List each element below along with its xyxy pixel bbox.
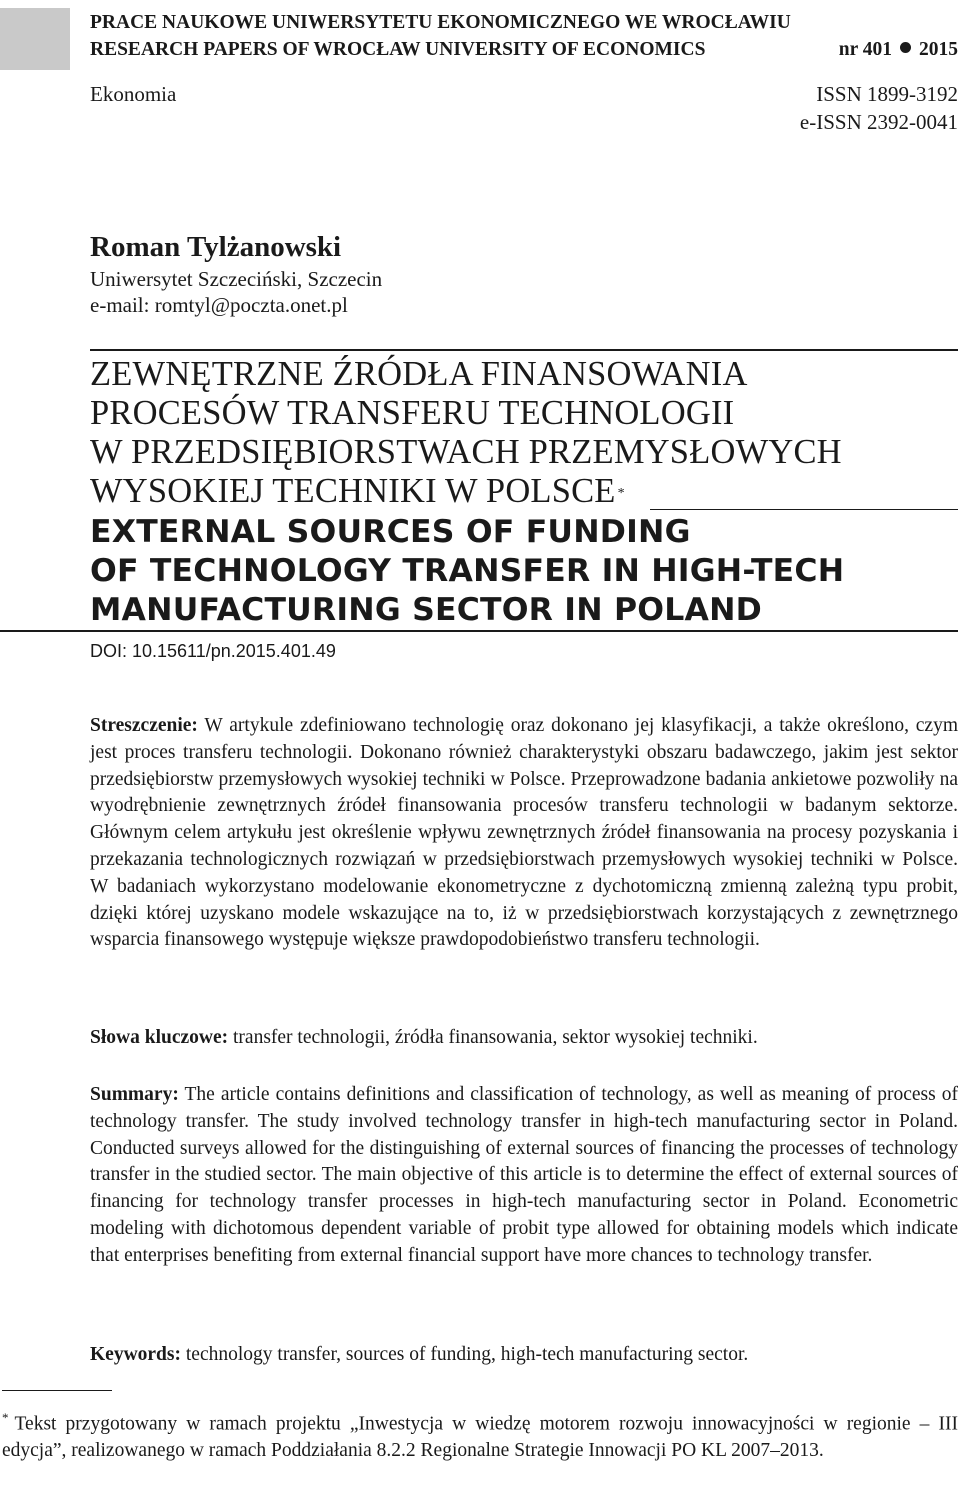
title-separator-rule bbox=[650, 509, 958, 510]
title-footnote-mark: * bbox=[617, 486, 625, 501]
header-gray-block bbox=[0, 8, 70, 70]
title-pl-line: W PRZEDSIĘBIORSTWACH PRZEMYSŁOWYCH bbox=[90, 433, 842, 471]
journal-title-en-row bbox=[90, 37, 958, 62]
footnote bbox=[2, 1405, 958, 1464]
author-details bbox=[90, 266, 382, 318]
journal-title-en: RESEARCH PAPERS OF WROCŁAW UNIVERSITY OF ECONOMICS bbox=[90, 39, 706, 60]
abstract-en-label: Summary: bbox=[90, 1084, 179, 1105]
keywords-en-label: Keywords: bbox=[90, 1344, 181, 1365]
footnote-mark: * bbox=[2, 1410, 9, 1425]
author-affiliation: Uniwersytet Szczeciński, Szczecin bbox=[90, 267, 383, 291]
abstract-pl bbox=[90, 713, 958, 954]
title-pl-line: PROCESÓW TRANSFERU TECHNOLOGII bbox=[90, 394, 735, 432]
footnote-rule bbox=[2, 1390, 112, 1391]
title-en bbox=[90, 513, 958, 630]
keywords-pl-text: transfer technologii, źródła finansowania, sektor wysokiej techniki. bbox=[233, 1027, 758, 1048]
bullet-icon bbox=[900, 42, 911, 53]
doi: DOI: 10.15611/pn.2015.401.49 bbox=[90, 641, 336, 661]
issue-info bbox=[839, 37, 958, 62]
issn-block bbox=[800, 80, 958, 136]
abstract-en bbox=[90, 1082, 958, 1270]
keywords-pl-label: Słowa kluczowe: bbox=[90, 1027, 229, 1048]
title-pl bbox=[90, 355, 958, 511]
keywords-en bbox=[90, 1342, 958, 1369]
series-name: Ekonomia bbox=[90, 82, 177, 106]
keywords-pl bbox=[90, 1025, 958, 1052]
title-en-line: EXTERNAL SOURCES OF FUNDING bbox=[90, 514, 691, 550]
keywords-en-text: technology transfer, sources of funding, high-tech manufacturing sector. bbox=[185, 1344, 749, 1365]
issue-year: 2015 bbox=[919, 39, 958, 60]
abstract-en-text: The article contains definitions and classification of technology, as well as meaning of process of technology transfer. The study involved technology transfer in high-tech manufacturing sector in Poland. Conducted surveys allowed for the distinguishing of external sources of financing the processes of technology transfer in the studied sector. The main objective of this article is to determine the effect of external sources of financing for technology transfer processes in high-tech manufacturing sector in Poland. Econometric modeling with dichotomous dependent variable of probit type allowed for obtaining models which indicate that enterprises benefiting from external financial support have more chances to technology transfer. bbox=[90, 1084, 958, 1266]
abstract-pl-label: Streszczenie: bbox=[90, 715, 198, 736]
title-pl-line: ZEWNĘTRZNE ŹRÓDŁA FINANSOWANIA bbox=[90, 355, 748, 393]
journal-title-pl: PRACE NAUKOWE UNIWERSYTETU EKONOMICZNEGO WE WROCŁAWIU bbox=[90, 12, 791, 33]
title-bottom-rule bbox=[0, 630, 958, 632]
issn: ISSN 1899-3192 bbox=[816, 82, 958, 106]
title-top-rule bbox=[90, 349, 958, 351]
issue-number: nr 401 bbox=[838, 39, 892, 60]
author-name: Roman Tylżanowski bbox=[90, 231, 342, 263]
title-en-line: OF TECHNOLOGY TRANSFER IN HIGH-TECH bbox=[90, 553, 845, 589]
title-en-line: MANUFACTURING SECTOR IN POLAND bbox=[90, 592, 762, 628]
abstract-pl-text: W artykule zdefiniowano technologię oraz dokonano jej klasyfikacji, a także określono, czym jest proces transferu technologii. Dokonano również charakterystyki obszaru badawczego, jakim jest sektor przedsiębiorstw przemysłowych wysokiej techniki w Polsce. Przeprowadzone badania ankietowe pozwoliły na wyodrębnienie zewnętrznych źródeł finansowania procesów transferu technologii w badanym sektorze. Głównym celem artykułu jest określenie wpływu zewnętrznych źródeł finansowania na procesy pozyskania i przekazania technologicznych rozwiązań w przedsiębiorstwach przemysłowych wysokiej techniki w Polsce. W badaniach wykorzystano modelowanie ekonometryczne z dychotomiczną zmienną zależną typu probit, dzięki której uzyskano modele wskazujące na to, iż w przedsiębiorstwach korzystających z zewnętrznego wsparcia finansowego występuje większe prawdopodobieństwo transferu technologii. bbox=[90, 715, 958, 951]
eissn: e-ISSN 2392-0041 bbox=[799, 110, 958, 134]
title-pl-line-last bbox=[90, 472, 958, 511]
author-email: e-mail: romtyl@poczta.onet.pl bbox=[90, 293, 348, 317]
title-pl-line: WYSOKIEJ TECHNIKI W POLSCE bbox=[90, 472, 616, 510]
footnote-text: Tekst przygotowany w ramach projektu „Inwestycja w wiedzę motorem rozwoju innowacyjności w regionie – III edycja”, realizowanego w ramach Poddziałania 8.2.2 Regionalne Strategie Innowacji PO KL 2007–2013. bbox=[2, 1413, 958, 1461]
